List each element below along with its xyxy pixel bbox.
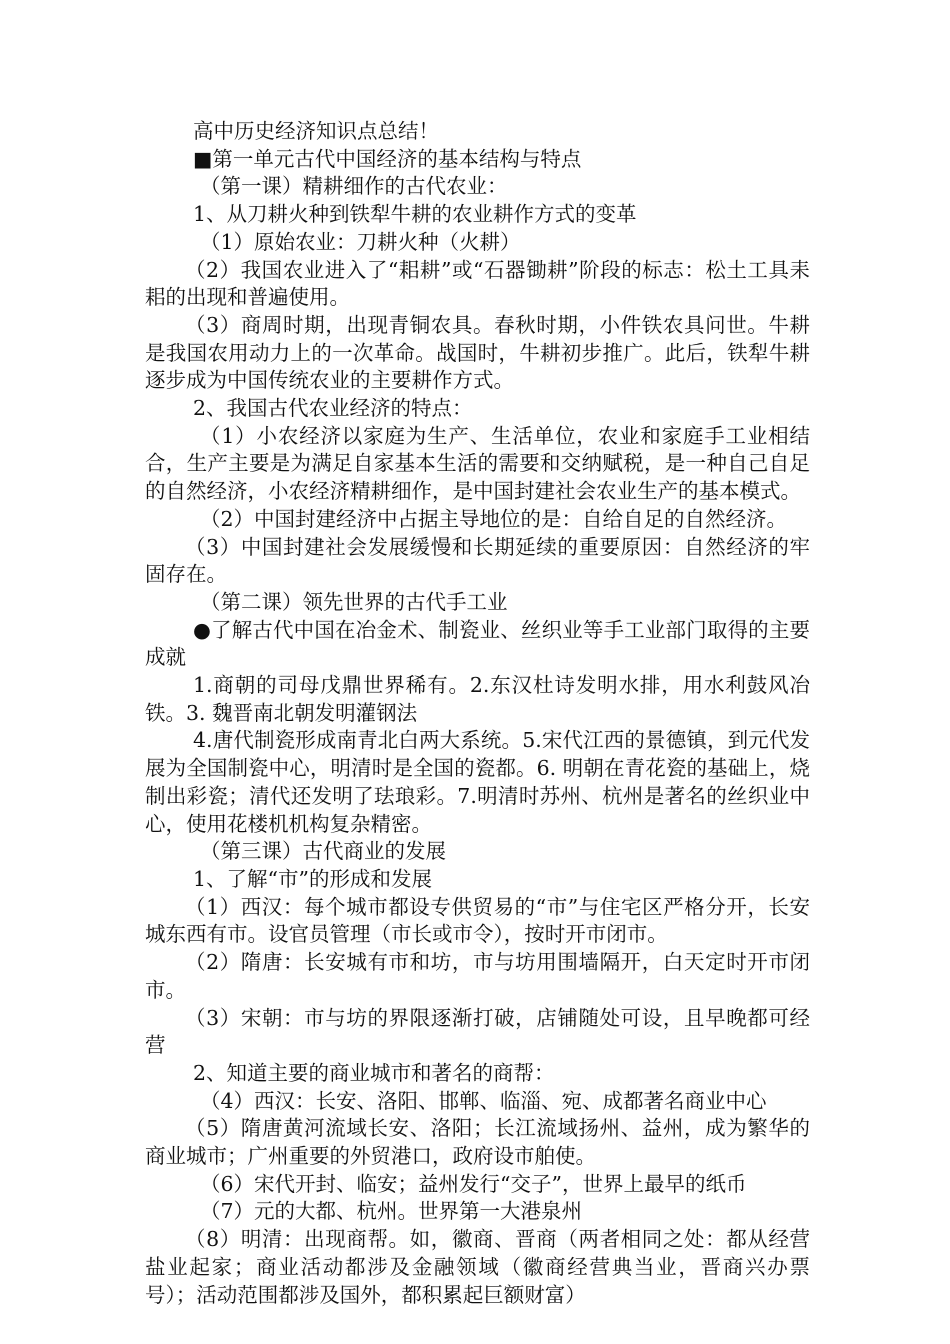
- paragraph: （2）隋唐：长安城有市和坊，市与坊用围墙隔开，白天定时开市闭市。: [145, 950, 810, 1002]
- paragraph: （第三课）古代商业的发展: [200, 839, 446, 864]
- paragraph: （2）中国封建经济中占据主导地位的是：自给自足的自然经济。: [200, 506, 788, 531]
- paragraph: 4.唐代制瓷形成南青北白两大系统。5.宋代江西的景德镇，到元代发展为全国制瓷中心，明清时是全国的瓷都。6. 明朝在青花瓷的基础上，烧制出彩瓷；清代还发明了珐琅彩。7.明清时苏州、杭州是著名的丝织业中心，使用花楼机机构复杂精密。: [145, 728, 810, 836]
- paragraph: 1、从刀耕火种到铁犁牛耕的农业耕作方式的变革: [193, 202, 637, 227]
- paragraph: （4）西汉：长安、洛阳、邯郸、临淄、宛、成都著名商业中心: [200, 1088, 767, 1113]
- paragraph: 2、我国古代农业经济的特点：: [193, 396, 473, 421]
- paragraph: 1.商朝的司母戊鼎世界稀有。2.东汉杜诗发明水排，用水利鼓风冶铁。3. 魏晋南北朝发明灌钢法: [145, 673, 810, 725]
- paragraph: （3）商周时期，出现青铜农具。春秋时期，小件铁农具问世。牛耕是我国农用动力上的一次革命。战国时，牛耕初步推广。此后，铁犁牛耕逐步成为中国传统农业的主要耕作方式。: [145, 312, 810, 393]
- paragraph: （1）小农经济以家庭为生产、生活单位，农业和家庭手工业相结合，生产主要是为满足自家基本生活的需要和交纳赋税，是一种自己自足的自然经济，小农经济精耕细作，是中国封建社会农业生产的基本模式。: [145, 423, 810, 504]
- paragraph: （第二课）领先世界的古代手工业: [200, 589, 508, 614]
- paragraph: （7）元的大都、杭州。世界第一大港泉州: [200, 1199, 583, 1224]
- paragraph: ■第一单元古代中国经济的基本结构与特点: [193, 146, 582, 171]
- paragraph: 高中历史经济知识点总结！: [193, 119, 439, 143]
- paragraph: 2、知道主要的商业城市和著名的商帮：: [193, 1060, 555, 1085]
- paragraph: （3）中国封建社会发展缓慢和长期延续的重要原因：自然经济的牢固存在。: [145, 534, 810, 587]
- paragraph: （8）明清：出现商帮。如，徽商、晋商（两者相同之处：都从经营盐业起家；商业活动都涉及金融领域（徽商经营典当业，晋商兴办票号）；活动范围都涉及国外，都积累起巨额财富）: [145, 1227, 810, 1307]
- paragraph: （1）西汉：每个城市都设专供贸易的“市”与住宅区严格分开，长安城东西有市。设官员管理（市长或市令），按时开市闭市。: [145, 894, 810, 947]
- paragraph: （第一课）精耕细作的古代农业：: [200, 174, 508, 199]
- document-body: [145, 118, 810, 1309]
- paragraph: 1、了解“市”的形成和发展: [193, 866, 433, 891]
- paragraph: （2）我国农业进入了“耜耕”或“石器锄耕”阶段的标志：松土工具耒耜的出现和普遍使用。: [145, 257, 810, 310]
- paragraph: （1）原始农业：刀耕火种（火耕）: [200, 229, 521, 254]
- paragraph: ●了解古代中国在冶金术、制瓷业、丝织业等手工业部门取得的主要成就: [145, 617, 810, 670]
- paragraph: （5）隋唐黄河流域长安、洛阳；长江流域扬州、益州，成为繁华的商业城市；广州重要的外贸港口，政府设市舶使。: [145, 1116, 810, 1169]
- paragraph: （3）宋朝：市与坊的界限逐渐打破，店铺随处可设，且早晚都可经营: [145, 1005, 810, 1058]
- paragraph: （6）宋代开封、临安；益州发行“交子”，世界上最早的纸币: [200, 1171, 747, 1196]
